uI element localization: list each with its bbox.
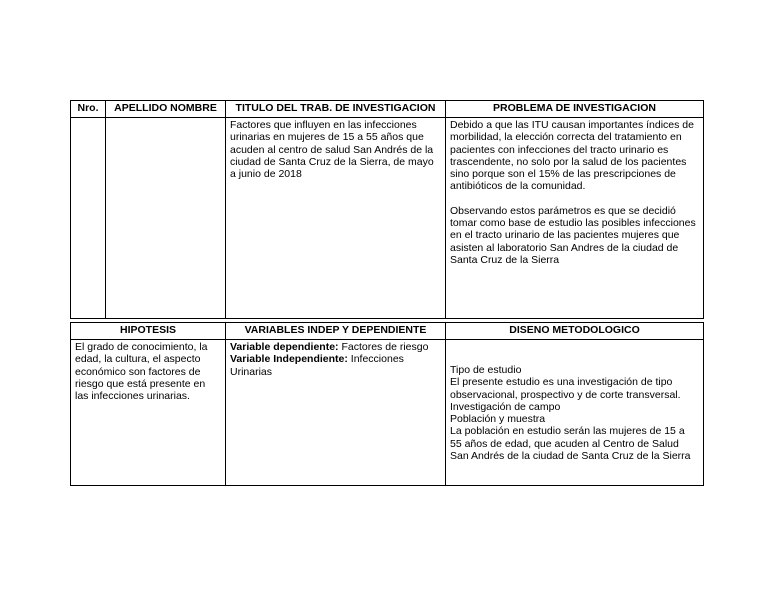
header-diseno-label: DISENO METODOLOGICO (509, 324, 640, 336)
header-apellido-nombre (105, 100, 226, 118)
header-hipotesis (70, 322, 226, 340)
header-diseno (445, 322, 704, 340)
cell-apellido-nombre (105, 117, 226, 319)
cell-diseno (445, 339, 704, 486)
cell-problema (445, 117, 704, 319)
titulo-text: Factores que influyen en las infecciones urinarias en mujeres de 15 a 55 años que acuden al centro de salud San Andrés de la ciudad de Santa Cruz de la Sierra, de mayo a junio de 2018 (230, 119, 434, 181)
cell-nro (70, 117, 106, 319)
problema-paragraph-2: Observando estos parámetros es que se decidió tomar como base de estudio las posibles infecciones en el tracto urinario de las pacientes mujeres que asisten al laboratorio San Andres de la ciudad de Santa Cruz de la Sierra (450, 204, 696, 266)
header-variables (225, 322, 446, 340)
variable-dependiente-label: Variable dependiente: (230, 341, 339, 353)
variable-independiente-label: Variable Independiente: (230, 353, 348, 366)
diseno-line-poblacion: Población y muestra (450, 413, 546, 426)
header-titulo-label: TITULO DEL TRAB. DE INVESTIGACION (235, 102, 436, 114)
diseno-line-descripcion: El presente estudio es una investigación de tipo observacional, prospectivo y de corte transversal. (450, 376, 681, 401)
header-nro-label: Nro. (77, 102, 99, 114)
header-apellido-nombre-label: APELLIDO NOMBRE (114, 102, 217, 114)
variable-independiente (230, 353, 441, 378)
diseno-line-tipo: Tipo de estudio (450, 364, 522, 376)
header-variables-label: VARIABLES INDEP Y DEPENDIENTE (244, 324, 427, 336)
problema-paragraph-1: Debido a que las ITU causan importantes índices de morbilidad, la elección correcta del tratamiento en pacientes con infecciones del tracto urinario es trascendente, no solo por la salud de los pacientes sino porque son el 15% de las prescripciones de antibióticos de la comunidad. (450, 119, 694, 193)
cell-variables (225, 339, 446, 486)
hipotesis-text: El grado de conocimiento, la edad, la cultura, el aspecto económico son factores de riesgo que está presente en las infecciones urinarias. (75, 341, 208, 403)
diseno-line-poblacion-desc: La población en estudio serán las mujeres de 15 a 55 años de edad, que acuden al Centro de Salud San Andrés de la ciudad de Santa Cruz de la Sierra (450, 425, 691, 463)
header-problema-label: PROBLEMA DE INVESTIGACION (493, 102, 656, 114)
header-problema (445, 100, 704, 118)
variable-dependiente (230, 341, 441, 353)
header-hipotesis-label: HIPOTESIS (119, 324, 176, 336)
cell-hipotesis (70, 339, 226, 486)
header-titulo (225, 100, 446, 118)
diseno-line-campo: Investigación de campo (450, 400, 561, 413)
variable-dependiente-value: Factores de riesgo (338, 341, 429, 353)
header-nro (70, 100, 106, 118)
cell-titulo (225, 117, 446, 319)
variable-independiente-value: Infecciones Urinarias (230, 353, 404, 378)
